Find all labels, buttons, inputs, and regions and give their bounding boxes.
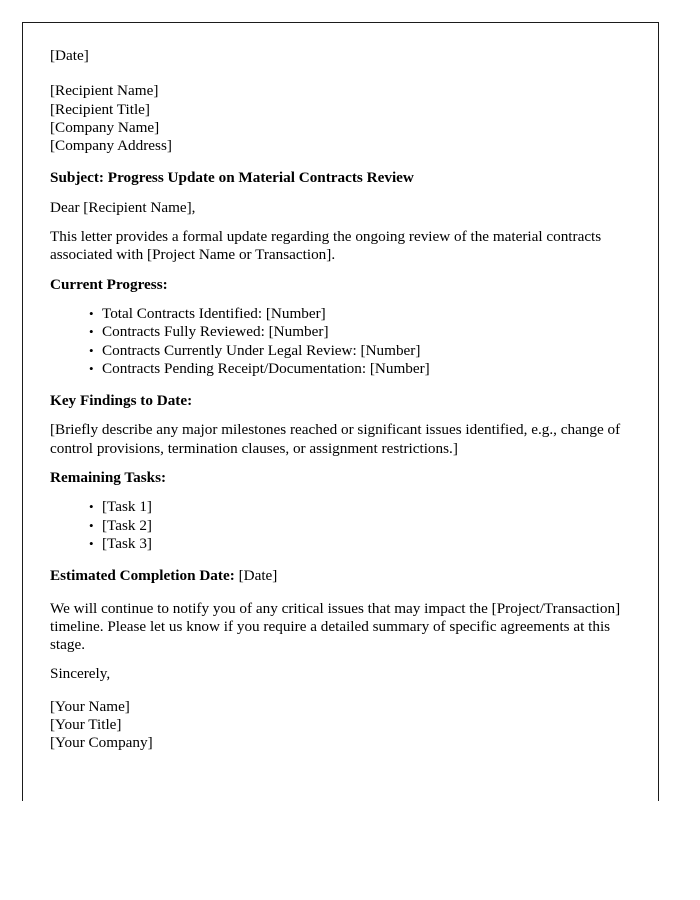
salutation-block — [50, 199, 636, 217]
spacer — [50, 65, 636, 82]
letter-content — [50, 47, 636, 753]
recipient-name: [Recipient Name] — [50, 82, 159, 100]
company-address: [Company Address] — [50, 137, 172, 155]
spacer — [50, 410, 636, 421]
current-progress-list — [50, 305, 636, 378]
company-name: [Company Name] — [50, 118, 160, 136]
closing-paragraph: We will continue to notify you of any critical issues that may impact the [Project/Transaction] timeline. Please let us know if you require a detailed summary of specific agreements at this stage. — [50, 599, 621, 654]
spacer — [50, 586, 636, 600]
spacer — [50, 217, 636, 228]
remaining-tasks-heading: Remaining Tasks: — [50, 469, 167, 487]
list-item: • Contracts Fully Reviewed: [Number] — [89, 323, 636, 341]
salutation: Dear [Recipient Name], — [50, 198, 196, 216]
remaining-tasks-list — [50, 498, 636, 553]
key-findings-heading-block — [50, 392, 636, 410]
signer-company: [Your Company] — [50, 734, 153, 752]
valediction-block — [50, 665, 636, 683]
current-progress-heading-block — [50, 276, 636, 294]
current-progress-heading: Current Progress: — [50, 275, 168, 293]
list-item: • Contracts Pending Receipt/Documentation: [Number] — [89, 360, 636, 378]
spacer — [50, 654, 636, 665]
key-findings-body: [Briefly describe any major milestones reached or significant issues identified, e.g., change of control provisions, termination clauses, or assignment restrictions.] — [50, 421, 621, 457]
list-item: • Contracts Currently Under Legal Review: [Number] — [89, 342, 636, 360]
date-line: [Date] — [50, 47, 89, 64]
signer-title: [Your Title] — [50, 716, 122, 734]
spacer — [50, 458, 636, 469]
spacer — [50, 487, 636, 498]
spacer — [50, 294, 636, 305]
subject-line: Subject: Progress Update on Material Contracts Review — [50, 169, 414, 187]
spacer — [50, 188, 636, 199]
recipient-title: [Recipient Title] — [50, 100, 150, 118]
signer-name: [Your Name] — [50, 697, 130, 715]
signature-block — [50, 698, 636, 753]
list-item: • [Task 1] — [89, 498, 636, 516]
closing-paragraph-block — [50, 600, 636, 655]
list-item: • [Task 3] — [89, 535, 636, 553]
list-item: • Total Contracts Identified: [Number] — [89, 305, 636, 323]
valediction: Sincerely, — [50, 665, 111, 683]
estimated-completion-label: Estimated Completion Date: — [50, 567, 235, 585]
date-line-block — [50, 47, 636, 65]
remaining-tasks-heading-block — [50, 469, 636, 487]
spacer — [50, 265, 636, 276]
estimated-completion-value: [Date] — [238, 567, 278, 585]
intro-paragraph: This letter provides a formal update regarding the ongoing review of the material contracts associated with [Project Name or Transaction]. — [50, 228, 602, 264]
subject-line-block — [50, 169, 636, 187]
recipient-address-block — [50, 82, 636, 155]
spacer — [50, 553, 636, 567]
list-item: • [Task 2] — [89, 517, 636, 535]
intro-paragraph-block — [50, 228, 636, 265]
spacer — [50, 378, 636, 392]
key-findings-heading: Key Findings to Date: — [50, 392, 193, 410]
estimated-completion-block — [50, 567, 636, 585]
spacer — [50, 684, 636, 698]
document-page — [22, 22, 659, 801]
spacer — [50, 155, 636, 169]
key-findings-body-block — [50, 421, 636, 458]
